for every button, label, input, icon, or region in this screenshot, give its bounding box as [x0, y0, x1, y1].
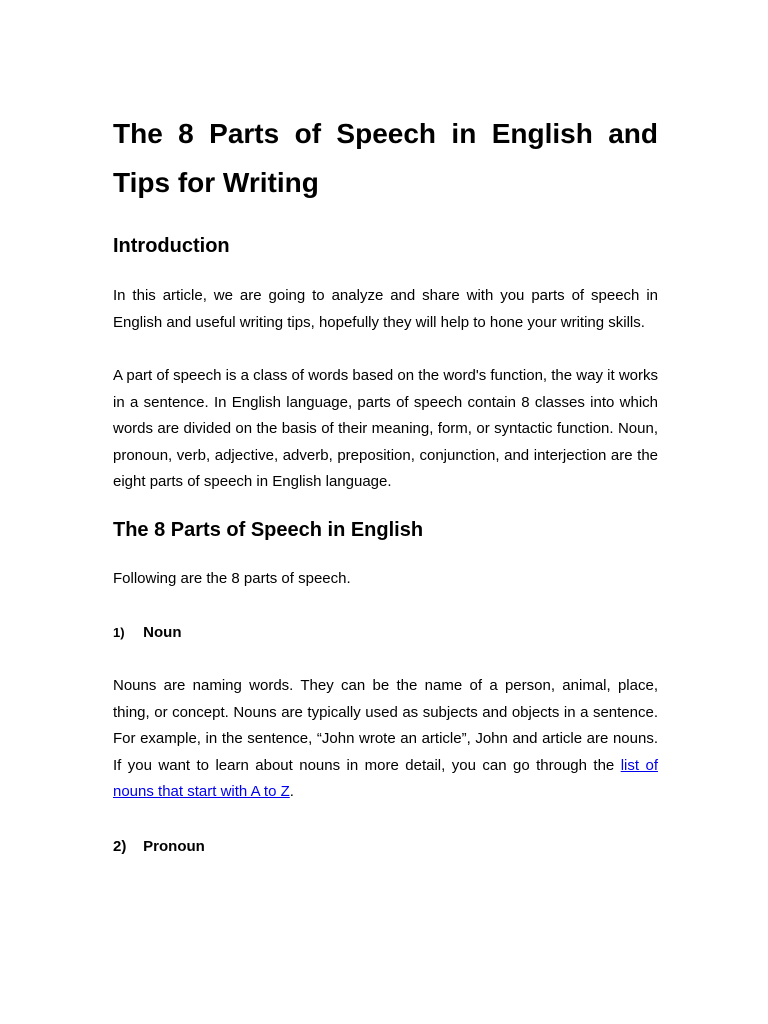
introduction-paragraph-2: A part of speech is a class of words based on the word's function, the way it works in a sentence. In English language, parts of speech contain 8 classes into which words are divided on the basis of their meaning, form, or syntactic function. Noun, pronoun, verb, adjective, adverb, preposition, conjunction, and interjection are the eight parts of speech in English language. [113, 367, 658, 491]
noun-description-end: . [289, 783, 294, 801]
list-item-noun-heading [113, 621, 182, 645]
parts-section-heading: The 8 Parts of Speech in English [113, 519, 424, 541]
list-item-label: Pronoun [143, 838, 205, 855]
list-item-number: 1) [113, 625, 125, 640]
list-item-pronoun-heading [113, 835, 205, 859]
introduction-paragraph-1: In this article, we are going to analyze and share with you parts of speech in English and useful writing tips, hopefully they will help to hone your writing skills. [113, 287, 658, 331]
noun-description-text: Nouns are naming words. They can be the name of a person, animal, place, thing, or concept. Nouns are typically used as subjects and objects in a sentence. For example, in the sentence, “John wrote an article”, John and article are nouns. If you want to learn about nouns in more detail, you can go through the [113, 677, 658, 774]
parts-section-intro: Following are the 8 parts of speech. [113, 570, 351, 587]
document-title: The 8 Parts of Speech in English and Tips for Writing [113, 118, 658, 198]
noun-description-paragraph [113, 673, 658, 806]
list-item-number: 2) [113, 838, 127, 855]
list-item-label: Noun [143, 624, 182, 641]
nouns-a-to-z-link[interactable]: list of nouns that start with A to Z [113, 756, 658, 801]
introduction-heading: Introduction [113, 235, 230, 257]
